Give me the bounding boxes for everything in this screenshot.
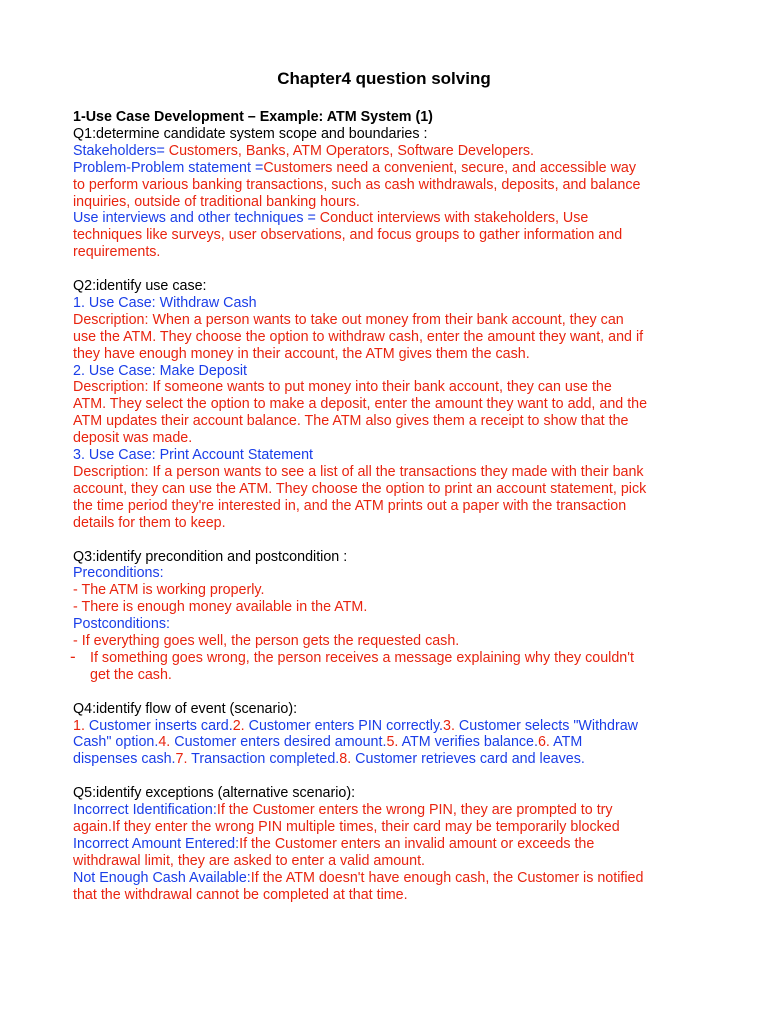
step-text: ATM verifies balance. <box>398 734 538 751</box>
stakeholders-value: Customers, Banks, ATM Operators, Software Developers. <box>164 142 535 159</box>
step-text: ATM <box>549 734 583 751</box>
exception-text: that the withdrawal cannot be completed at that time. <box>73 886 408 903</box>
exception-text: If the ATM doesn't have enough cash, the Customer is notified <box>250 869 644 886</box>
step-text: Transaction completed. <box>187 751 340 768</box>
q1-problem-line <box>73 160 703 177</box>
use-case-description: use the ATM. They choose the option to withdraw cash, enter the amount they want, and if <box>73 328 644 345</box>
use-case-description: they have enough money in their account, the ATM gives them the cash. <box>73 345 530 362</box>
step-text: Customer selects "Withdraw <box>454 717 638 734</box>
use-case-description: ATM. They select the option to make a deposit, enter the amount they want to add, and the <box>73 396 648 413</box>
exception-text: If the Customer enters an invalid amount or exceeds the <box>239 835 595 852</box>
exception-line <box>73 836 703 853</box>
step-number: 5. <box>386 734 399 751</box>
postconditions-label: Postconditions: <box>73 616 170 633</box>
flow-line <box>73 751 703 768</box>
use-case-description: ATM updates their account balance. The ATM also gives them a receipt to show that the <box>73 413 629 430</box>
exception-text: again.If they enter the wrong PIN multiple times, their card may be temporarily blocked <box>73 819 620 835</box>
step-text: Customer retrieves card and leaves. <box>351 751 585 768</box>
use-case-description: deposit was made. <box>73 430 193 447</box>
interviews-text: techniques like surveys, user observations, and focus groups to gather information and <box>73 227 623 244</box>
bullet-dash: - <box>70 646 76 666</box>
use-case-description: details for them to keep. <box>73 514 226 531</box>
spacer <box>73 261 703 278</box>
spacer <box>73 684 703 701</box>
postcondition-item <box>70 646 703 684</box>
flow-line <box>73 718 703 735</box>
section-heading: 1-Use Case Development – Example: ATM System (1) <box>73 109 433 125</box>
step-number: 7. <box>175 751 188 768</box>
use-case-title: 3. Use Case: Print Account Statement <box>73 447 313 464</box>
step-text: Customer enters PIN correctly. <box>244 717 444 734</box>
problem-text: Customers need a convenient, secure, and accessible way <box>263 159 637 176</box>
exception-label: Not Enough Cash Available: <box>73 869 251 886</box>
q1-question: Q1:determine candidate system scope and boundaries : <box>73 125 428 142</box>
use-case-description: Description: When a person wants to take out money from their bank account, they can <box>73 311 624 328</box>
postcondition-text: If something goes wrong, the person receives a message explaining why they couldn't <box>90 649 634 666</box>
step-number: 3. <box>443 717 455 734</box>
preconditions-label: Preconditions: <box>73 565 164 582</box>
step-number: 2. <box>232 717 245 734</box>
q4-question: Q4:identify flow of event (scenario): <box>73 700 298 717</box>
exception-text: withdrawal limit, they are asked to enter a valid amount. <box>73 852 426 869</box>
q1-interviews-line <box>73 210 703 227</box>
precondition-item: - The ATM is working properly. <box>73 582 265 599</box>
document-body <box>70 109 703 904</box>
spacer <box>73 768 703 785</box>
problem-text: to perform various banking transactions, such as cash withdrawals, deposits, and balance <box>73 176 641 193</box>
exception-text: If the Customer enters the wrong PIN, they are prompted to try <box>216 802 613 819</box>
problem-label: Problem-Problem statement = <box>73 159 264 176</box>
q3-question: Q3:identify precondition and postcondition : <box>73 548 348 565</box>
spacer <box>73 532 703 549</box>
use-case-description: account, they can use the ATM. They choose the option to print an account statement, pick <box>73 480 647 497</box>
step-number: 1. <box>73 717 85 734</box>
step-text: Cash" option. <box>73 734 159 751</box>
page-title: Chapter4 question solving <box>277 69 491 88</box>
step-text: dispenses cash. <box>73 751 176 768</box>
use-case-title: 2. Use Case: Make Deposit <box>73 362 248 379</box>
postcondition-text: get the cash. <box>90 666 172 683</box>
exception-label: Incorrect Identification: <box>73 802 217 819</box>
use-case-description: Description: If someone wants to put money into their bank account, they can use the <box>73 379 612 396</box>
step-text: Customer enters desired amount. <box>170 734 387 751</box>
precondition-item: - There is enough money available in the ATM. <box>73 599 368 616</box>
step-text: Customer inserts card. <box>84 717 233 734</box>
use-case-title: 1. Use Case: Withdraw Cash <box>73 294 257 311</box>
flow-line <box>73 734 703 751</box>
exception-line <box>73 802 703 819</box>
interviews-label: Use interviews and other techniques = <box>73 210 320 227</box>
step-number: 6. <box>537 734 550 751</box>
use-case-description: the time period they're interested in, and the ATM prints out a paper with the transaction <box>73 497 627 514</box>
interviews-text: requirements. <box>73 244 161 261</box>
step-number: 4. <box>158 734 171 751</box>
q2-question: Q2:identify use case: <box>73 278 207 295</box>
use-case-description: Description: If a person wants to see a list of all the transactions they made with their bank <box>73 464 644 481</box>
exception-line <box>73 870 703 887</box>
q1-stakeholders <box>73 143 703 160</box>
interviews-text: Conduct interviews with stakeholders, Use <box>319 210 589 227</box>
stakeholders-label: Stakeholders= <box>73 142 165 159</box>
step-number: 8. <box>339 751 352 768</box>
postcondition-item: - If everything goes well, the person gets the requested cash. <box>73 633 460 650</box>
q5-question: Q5:identify exceptions (alternative scenario): <box>73 785 356 802</box>
problem-text: inquiries, outside of traditional banking hours. <box>73 193 360 210</box>
exception-label: Incorrect Amount Entered: <box>73 835 240 852</box>
